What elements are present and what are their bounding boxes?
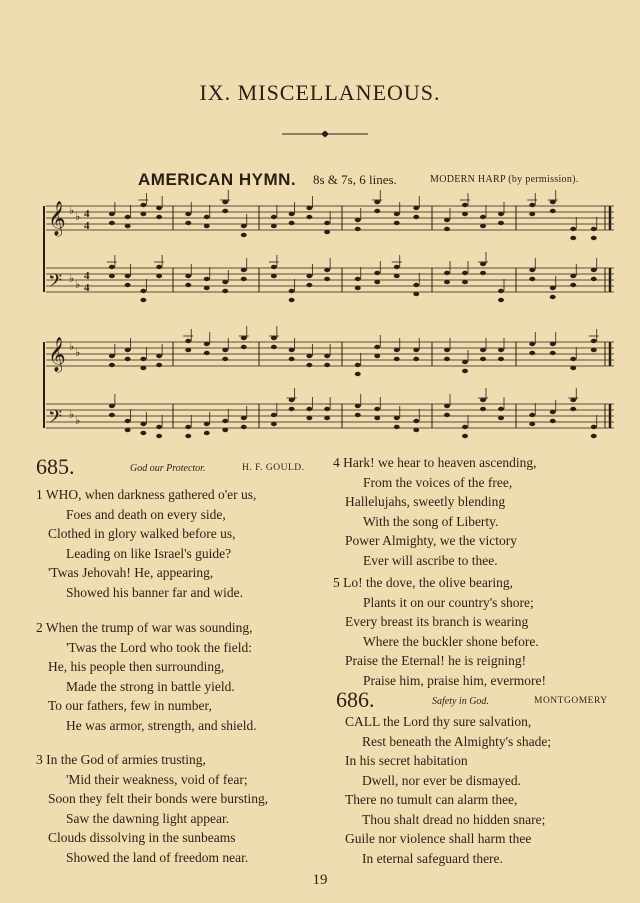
note-head xyxy=(355,404,361,408)
note-head xyxy=(140,357,146,361)
verse-line: In his secret habitation xyxy=(345,753,468,768)
verse-line: 5 Lo! the dove, the olive bearing, xyxy=(333,575,513,590)
verse-line: Guile nor violence shall harm thee xyxy=(345,831,532,846)
note-head xyxy=(355,372,361,376)
note-head xyxy=(241,425,247,429)
note-head xyxy=(324,230,330,234)
note-head xyxy=(444,218,450,222)
note-head xyxy=(444,280,450,284)
note-head xyxy=(480,348,486,352)
note-head xyxy=(591,227,597,231)
note-head xyxy=(125,348,131,352)
note-head xyxy=(462,434,468,438)
note-head xyxy=(140,203,146,207)
note-head xyxy=(289,348,295,352)
flat-icon: ♭ xyxy=(69,409,75,421)
note-head xyxy=(529,268,535,272)
note-head xyxy=(570,407,576,411)
note-head xyxy=(271,274,277,278)
note-head xyxy=(109,404,115,408)
note-head xyxy=(306,407,312,411)
note-head xyxy=(185,283,191,287)
note-head xyxy=(222,209,228,213)
verse-line: 'Twas Jehovah! He, appearing, xyxy=(48,565,214,580)
verse-line: Praise the Eternal! he is reigning! xyxy=(345,653,527,668)
note-head xyxy=(241,224,247,228)
note-head xyxy=(413,348,419,352)
note-head xyxy=(355,286,361,290)
note-head xyxy=(480,271,486,275)
note-head xyxy=(591,277,597,281)
note-head xyxy=(570,283,576,287)
note-head xyxy=(498,416,504,420)
verse-line: Where the buckler shone before. xyxy=(363,633,539,649)
note-head xyxy=(498,212,504,216)
note-head xyxy=(289,289,295,293)
note-head xyxy=(480,407,486,411)
note-head xyxy=(222,200,228,204)
note-head xyxy=(529,212,535,216)
note-head xyxy=(462,203,468,207)
note-head xyxy=(109,274,115,278)
note-head xyxy=(271,345,277,349)
note-head xyxy=(204,342,210,346)
note-head xyxy=(271,265,277,269)
note-head xyxy=(413,215,419,219)
note-head xyxy=(271,422,277,426)
note-head xyxy=(550,351,556,355)
note-head xyxy=(591,425,597,429)
note-head xyxy=(125,283,131,287)
flat-icon: ♭ xyxy=(75,211,81,223)
verse-line: He, his people then surrounding, xyxy=(48,659,225,674)
note-head xyxy=(306,416,312,420)
note-head xyxy=(570,236,576,240)
note-head xyxy=(204,431,210,435)
note-head xyxy=(185,339,191,343)
note-head xyxy=(591,339,597,343)
verse-line: Dwell, nor ever be dismayed. xyxy=(362,772,521,788)
note-head xyxy=(591,268,597,272)
note-head xyxy=(289,221,295,225)
note-head xyxy=(140,431,146,435)
note-head xyxy=(241,345,247,349)
note-head xyxy=(204,215,210,219)
note-head xyxy=(222,357,228,361)
note-head xyxy=(480,215,486,219)
verse-line: 'Twas the Lord who took the field: xyxy=(66,639,252,655)
note-head xyxy=(374,209,380,213)
bass-clef-icon: 𝄢 xyxy=(48,271,63,296)
note-head xyxy=(394,265,400,269)
note-head xyxy=(529,203,535,207)
verse-line: He was armor, strength, and shield. xyxy=(66,717,257,733)
music-score xyxy=(36,190,616,452)
note-head xyxy=(413,428,419,432)
note-head xyxy=(324,268,330,272)
note-head xyxy=(125,419,131,423)
note-head xyxy=(462,212,468,216)
note-head xyxy=(480,398,486,402)
verse-line: 'Mid their weakness, void of fear; xyxy=(66,771,248,787)
note-head xyxy=(204,422,210,426)
note-head xyxy=(480,224,486,228)
note-head xyxy=(444,413,450,417)
note-head xyxy=(306,274,312,278)
note-head xyxy=(591,434,597,438)
note-head xyxy=(444,348,450,352)
note-head xyxy=(591,236,597,240)
note-head xyxy=(125,357,131,361)
note-head xyxy=(109,221,115,225)
note-head xyxy=(374,271,380,275)
verse-line: Hallelujahs, sweetly blending xyxy=(345,494,506,509)
note-head xyxy=(140,289,146,293)
note-head xyxy=(374,416,380,420)
note-head xyxy=(413,292,419,296)
note-head xyxy=(156,434,162,438)
note-head xyxy=(550,209,556,213)
note-head xyxy=(185,434,191,438)
note-head xyxy=(355,363,361,367)
note-head xyxy=(529,351,535,355)
hymn-title: God our Protector. xyxy=(130,463,206,474)
note-head xyxy=(550,295,556,299)
note-head xyxy=(324,407,330,411)
note-head xyxy=(498,221,504,225)
note-head xyxy=(185,348,191,352)
note-head xyxy=(222,428,228,432)
note-head xyxy=(271,413,277,417)
note-head xyxy=(324,416,330,420)
note-head xyxy=(394,274,400,278)
note-head xyxy=(289,407,295,411)
note-head xyxy=(324,354,330,358)
verse-line: Rest beneath the Almighty's shade; xyxy=(362,733,552,749)
note-head xyxy=(550,342,556,346)
note-head xyxy=(241,416,247,420)
note-head xyxy=(140,422,146,426)
note-head xyxy=(444,227,450,231)
note-head xyxy=(109,413,115,417)
note-head xyxy=(306,283,312,287)
note-head xyxy=(222,289,228,293)
hymn-author: MONTGOMERY xyxy=(534,696,608,706)
note-head xyxy=(271,336,277,340)
note-head xyxy=(241,277,247,281)
note-head xyxy=(355,413,361,417)
note-head xyxy=(413,357,419,361)
verse-line: Every breast its branch is wearing xyxy=(345,614,529,629)
note-head xyxy=(444,404,450,408)
note-head xyxy=(570,398,576,402)
verse-line: From the voices of the free, xyxy=(363,474,513,490)
note-head xyxy=(306,206,312,210)
note-head xyxy=(394,416,400,420)
note-head xyxy=(140,298,146,302)
note-head xyxy=(550,286,556,290)
note-head xyxy=(109,212,115,216)
note-head xyxy=(241,233,247,237)
note-head xyxy=(462,369,468,373)
note-head xyxy=(109,265,115,269)
note-head xyxy=(306,354,312,358)
time-signature: 4 xyxy=(84,282,90,294)
tune-meter: 8s & 7s, 6 lines. xyxy=(313,172,397,187)
note-head xyxy=(498,298,504,302)
verse-line: Ever will ascribe to thee. xyxy=(363,552,498,568)
note-head xyxy=(156,206,162,210)
note-head xyxy=(480,357,486,361)
hymn-686-header xyxy=(332,688,622,712)
note-head xyxy=(289,398,295,402)
verse-line: Saw the dawning light appear. xyxy=(66,810,230,826)
note-head xyxy=(394,221,400,225)
note-head xyxy=(241,268,247,272)
note-head xyxy=(204,286,210,290)
note-head xyxy=(109,363,115,367)
verse-line: Clothed in glory walked before us, xyxy=(48,526,236,541)
note-head xyxy=(324,363,330,367)
note-head xyxy=(444,357,450,361)
note-head xyxy=(222,280,228,284)
note-head xyxy=(374,354,380,358)
note-head xyxy=(498,348,504,352)
note-head xyxy=(355,227,361,231)
note-head xyxy=(204,224,210,228)
note-head xyxy=(125,215,131,219)
note-head xyxy=(570,274,576,278)
verse-line: Leading on like Israel's guide? xyxy=(66,545,232,561)
verse-line: Plants it on our country's shore; xyxy=(363,594,534,610)
hymn-number: 685. xyxy=(36,454,75,479)
bass-clef-icon: 𝄢 xyxy=(48,407,63,432)
note-head xyxy=(185,274,191,278)
note-head xyxy=(109,354,115,358)
note-head xyxy=(125,428,131,432)
verse-line: In eternal safeguard there. xyxy=(362,850,503,866)
note-head xyxy=(444,271,450,275)
note-head xyxy=(498,357,504,361)
note-head xyxy=(394,425,400,429)
note-head xyxy=(306,363,312,367)
verse-line: Power Almighty, we the victory xyxy=(345,533,517,548)
note-head xyxy=(125,224,131,228)
verse-line: Soon they felt their bonds were bursting, xyxy=(48,791,269,806)
note-head xyxy=(289,212,295,216)
note-head xyxy=(156,363,162,367)
note-head xyxy=(374,407,380,411)
page-number: 19 xyxy=(312,872,328,888)
flat-icon: ♭ xyxy=(69,273,75,285)
note-head xyxy=(374,345,380,349)
note-head xyxy=(140,366,146,370)
note-head xyxy=(462,280,468,284)
note-head xyxy=(185,221,191,225)
note-head xyxy=(394,357,400,361)
flat-icon: ♭ xyxy=(69,205,75,217)
flat-icon: ♭ xyxy=(75,347,81,359)
verse-line: Clouds dissolving in the sunbeams xyxy=(48,830,236,845)
note-head xyxy=(374,200,380,204)
note-head xyxy=(394,348,400,352)
note-head xyxy=(355,277,361,281)
note-head xyxy=(355,218,361,222)
note-head xyxy=(324,277,330,281)
verse-line: Thou shalt dread no hidden snare; xyxy=(362,811,546,827)
verse-line: Praise him, praise him, evermore! xyxy=(363,672,546,688)
note-head xyxy=(156,265,162,269)
note-head xyxy=(306,215,312,219)
note-head xyxy=(185,212,191,216)
note-head xyxy=(529,422,535,426)
tune-source: MODERN HARP (by permission). xyxy=(430,174,579,185)
hymn-685-header xyxy=(36,455,326,479)
note-head xyxy=(271,215,277,219)
treble-clef-icon: 𝄞 xyxy=(48,337,66,372)
note-head xyxy=(570,357,576,361)
note-head xyxy=(185,425,191,429)
time-signature: 4 xyxy=(84,220,90,232)
note-head xyxy=(222,419,228,423)
verse-line: Showed his banner far and wide. xyxy=(66,584,243,600)
note-head xyxy=(125,274,131,278)
treble-clef-icon: 𝄞 xyxy=(48,201,66,236)
note-head xyxy=(241,336,247,340)
note-head xyxy=(462,271,468,275)
tune-name: AMERICAN HYMN. xyxy=(138,170,297,189)
note-head xyxy=(222,348,228,352)
note-head xyxy=(529,413,535,417)
verse-line: To our fathers, few in number, xyxy=(48,698,212,713)
verse-line: 3 In the God of armies trusting, xyxy=(36,752,206,767)
note-head xyxy=(529,342,535,346)
time-signature: 4 xyxy=(84,208,90,220)
note-head xyxy=(156,274,162,278)
note-head xyxy=(289,357,295,361)
note-head xyxy=(570,366,576,370)
flat-icon: ♭ xyxy=(75,279,81,291)
note-head xyxy=(204,277,210,281)
verse-line: 2 When the trump of war was sounding, xyxy=(36,620,253,635)
note-head xyxy=(529,277,535,281)
note-head xyxy=(550,200,556,204)
note-head xyxy=(591,348,597,352)
flat-icon: ♭ xyxy=(69,341,75,353)
hymn-author: H. F. GOULD. xyxy=(242,463,305,473)
note-head xyxy=(204,351,210,355)
hymn-number: 686. xyxy=(336,687,375,712)
verse-line: Made the strong in battle yield. xyxy=(66,678,235,694)
note-head xyxy=(394,212,400,216)
note-head xyxy=(498,407,504,411)
note-head xyxy=(413,206,419,210)
note-head xyxy=(140,212,146,216)
note-head xyxy=(480,262,486,266)
note-head xyxy=(550,419,556,423)
flat-icon: ♭ xyxy=(75,415,81,427)
note-head xyxy=(550,410,556,414)
note-head xyxy=(324,221,330,225)
verse-line: With the song of Liberty. xyxy=(363,513,499,529)
note-head xyxy=(462,360,468,364)
time-signature: 4 xyxy=(84,270,90,282)
verse-line: 4 Hark! we hear to heaven ascending, xyxy=(333,455,537,470)
note-head xyxy=(462,425,468,429)
note-head xyxy=(498,289,504,293)
note-head xyxy=(156,215,162,219)
verse-line: Showed the land of freedom near. xyxy=(66,849,249,865)
note-head xyxy=(156,354,162,358)
verse-line: Foes and death on every side, xyxy=(66,506,226,522)
verse-line: CALL the Lord thy sure salvation, xyxy=(345,714,532,729)
note-head xyxy=(156,425,162,429)
ornament-divider xyxy=(282,130,368,138)
note-head xyxy=(413,419,419,423)
verse-line: There no tumult can alarm thee, xyxy=(345,792,518,807)
note-head xyxy=(413,283,419,287)
hymn-title: Safety in God. xyxy=(432,696,489,707)
note-head xyxy=(271,224,277,228)
note-head xyxy=(289,298,295,302)
note-head xyxy=(374,280,380,284)
verse-line: 1 WHO, when darkness gathered o'er us, xyxy=(36,487,257,502)
section-title: IX. MISCELLANEOUS. xyxy=(199,80,441,105)
note-head xyxy=(570,227,576,231)
